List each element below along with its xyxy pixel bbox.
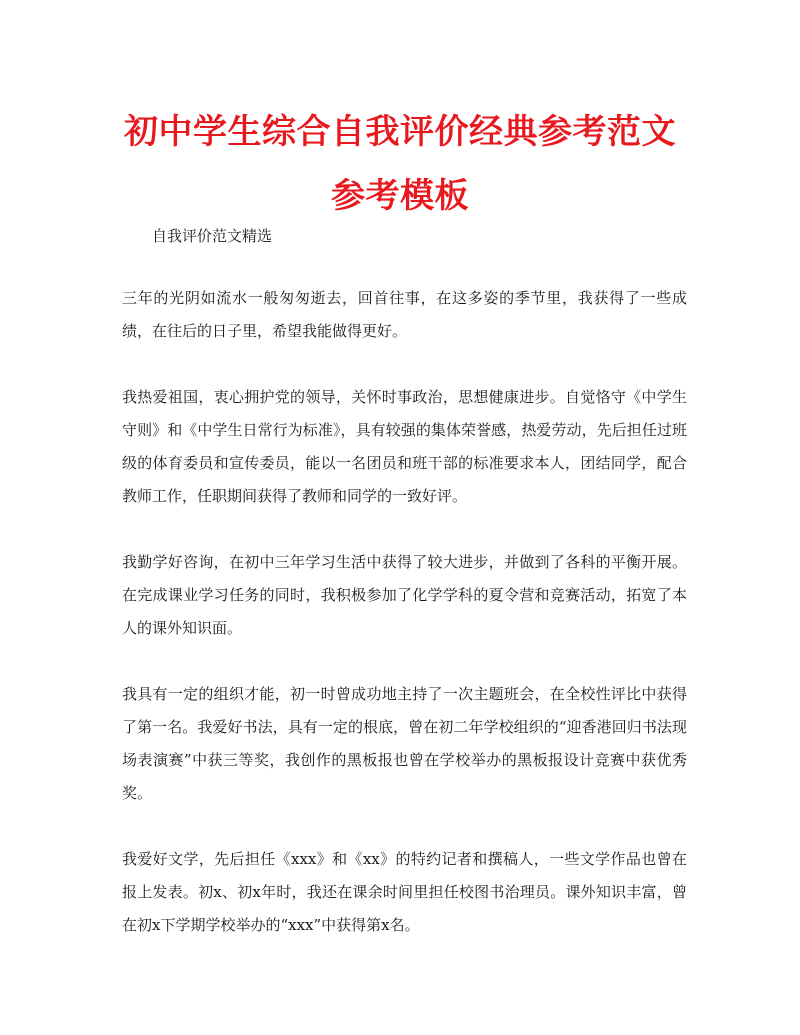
paragraph: 我勤学好咨询，在初中三年学习生活中获得了较大进步，并做到了各科的平衡开展。在完成课业学习任务的同时，我积极参加了化学学科的夏令营和竞赛活动，拓宽了本人的课外知识面。 <box>122 553 687 637</box>
paragraph: 我爱好文学，先后担任《xxx》和《xx》的特约记者和撰稿人，一些文学作品也曾在报上发表。初x、初x年时，我还在课余时间里担任校图书治理员。课外知识丰富，曾在初x下学期学校举办的“xxx”中获得第x名。 <box>122 850 687 934</box>
paragraph: 三年的光阴如流水一般匆匆逝去，回首往事，在这多姿的季节里，我获得了一些成绩，在往后的日子里，希望我能做得更好。 <box>122 289 687 340</box>
paragraph: 我热爱祖国，衷心拥护党的领导，关怀时事政治，思想健康进步。自觉恪守《中学生守则》和《中学生日常行为标准》，具有较强的集体荣誉感，热爱劳动，先后担任过班级的体育委员和宣传委员，能以一名团员和班干部的标准要求本人，团结同学，配合教师工作，任职期间获得了教师和同学的一致好评。 <box>122 388 687 505</box>
document-body <box>122 282 687 975</box>
document-title: 初中学生综合自我评价经典参考范文参考模板 <box>124 112 676 216</box>
document-subtitle: 自我评价范文精选 <box>152 227 273 245</box>
paragraph: 我具有一定的组织才能，初一时曾成功地主持了一次主题班会，在全校性评比中获得了第一名。我爱好书法，具有一定的根底，曾在初二年学校组织的“迎香港回归书法现场表演赛”中获三等奖，我创作的黑板报也曾在学校举办的黑板报设计竞赛中获优秀奖。 <box>122 685 687 802</box>
